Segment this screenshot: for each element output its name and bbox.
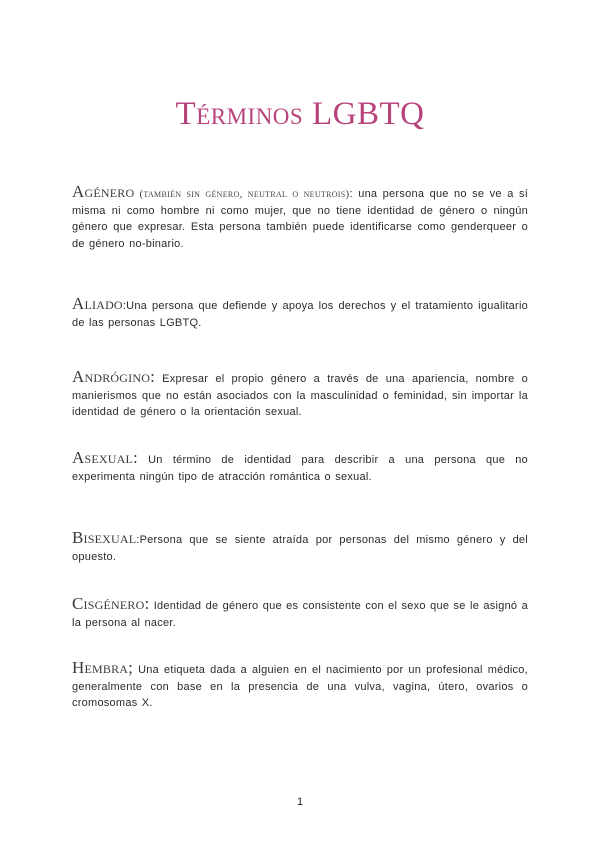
entry-separator: : [150,367,156,386]
glossary-entry [72,184,528,252]
page-title: Términos LGBTQ [175,96,425,132]
entry-definition: Una etiqueta dada a alguien en el nacimiento por un profesional médico, generalmente con base en la presencia de una vulva, vagina, útero, ovarios o cromosomas X. [72,664,528,709]
entry-definition: Persona que se siente atraída por personas del mismo género y del opuesto. [72,534,528,563]
glossary-entry [72,660,528,712]
entry-term: Bisexual [72,528,137,547]
entry-term-note: (también sin género, neutral o neutrois) [134,188,350,200]
glossary-entry [72,296,528,331]
glossary-entry [72,369,528,421]
glossary-entry [72,450,528,485]
entry-term: Hembra [72,658,129,677]
entry-definition: Expresar el propio género a través de una apariencia, nombre o manierismos que no están asociados con la masculinidad o feminidad, sin importar la identidad de género o la orientación sexual. [72,373,528,418]
entry-term: Agénero [72,182,135,201]
entry-separator: ; [128,658,134,677]
entry-separator: : [136,534,140,546]
glossary-entry [72,596,528,631]
entry-definition: una persona que no se ve a sí misma ni como hombre ni como mujer, que no tiene identidad de género o ningún género que expresar. Esta persona también puede identificarse como genderqueer o de género no-binario. [72,188,528,250]
entry-separator: : [122,300,127,312]
entry-term: Asexual [72,448,134,467]
entry-term: Aliado [72,294,123,313]
entry-term: Cisgénero [72,594,145,613]
entry-definition: Identidad de género que es consistente con el sexo que se le asignó a la persona al nacer. [72,600,528,629]
entry-separator: : [144,594,150,613]
entry-term: Andrógino [72,367,151,386]
entry-definition: Una persona que defiende y apoya los derechos y el tratamiento igualitario de las personas LGBTQ. [72,300,528,329]
entry-separator: : [133,448,138,467]
glossary-entry [72,530,528,565]
entry-separator: : [349,188,353,200]
entry-definition: Un término de identidad para describir a una persona que no experimenta ningún tipo de atracción romántica o sexual. [72,454,528,483]
page-number: 1 [296,796,304,808]
